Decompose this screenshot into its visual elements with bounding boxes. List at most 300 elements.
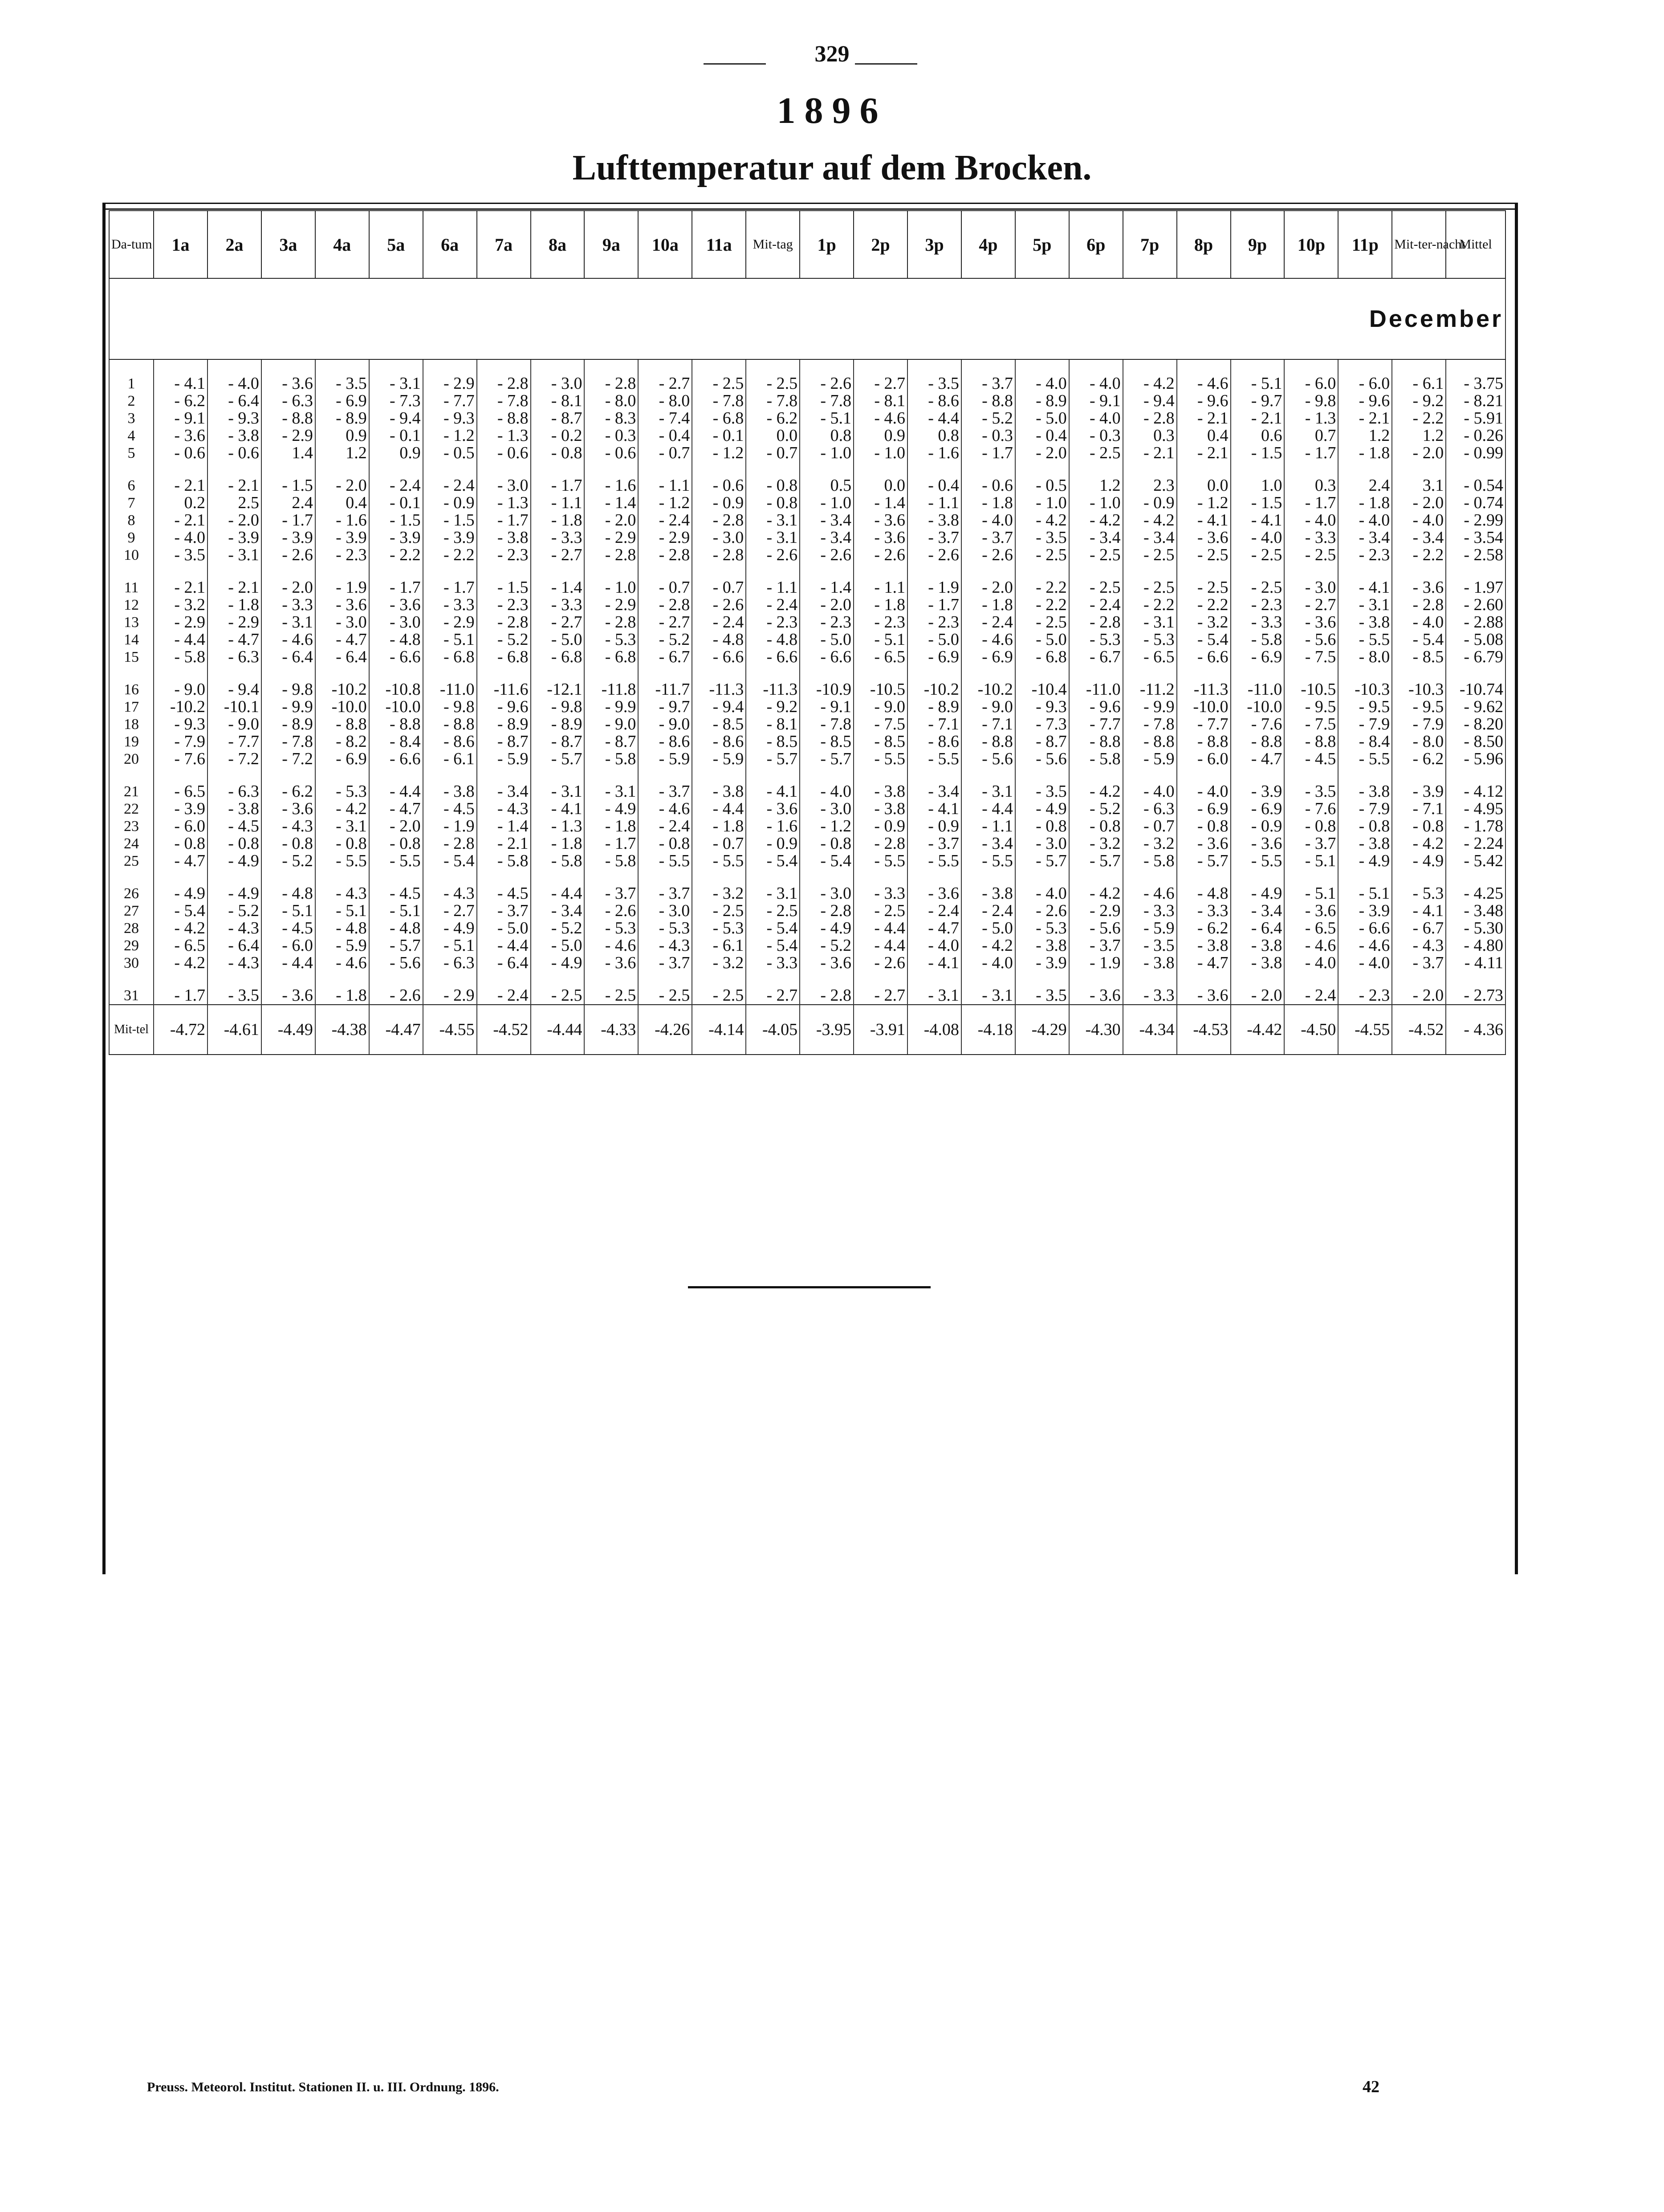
table-row <box>109 359 1505 392</box>
value-cell: - 2.9 <box>154 614 207 631</box>
value-cell: - 3.8 <box>423 768 477 800</box>
value-cell: - 1.7 <box>1284 494 1338 512</box>
value-cell: - 3.7 <box>907 835 961 852</box>
value-cell: - 3.6 <box>261 359 315 392</box>
value-cell: - 1.7 <box>907 596 961 614</box>
day-cell: 2 <box>109 392 154 410</box>
value-cell: - 2.8 <box>477 614 531 631</box>
value-cell: - 4.5 <box>369 870 423 902</box>
value-cell: - 5.1 <box>854 631 907 648</box>
value-cell: - 4.8 <box>1177 870 1231 902</box>
value-cell: - 7.8 <box>800 392 854 410</box>
value-cell: - 3.2 <box>692 870 746 902</box>
value-cell: - 1.4 <box>477 818 531 835</box>
value-cell: - 2.4 <box>746 596 800 614</box>
value-cell: - 3.0 <box>1284 564 1338 596</box>
value-cell: - 3.6 <box>1231 835 1285 852</box>
value-cell: - 2.0 <box>315 462 369 494</box>
value-cell: -10.4 <box>1015 666 1069 698</box>
value-cell: - 1.1 <box>961 818 1015 835</box>
value-cell: - 3.8 <box>1177 937 1231 954</box>
value-cell: - 3.1 <box>207 546 261 564</box>
value-cell: - 5.3 <box>692 920 746 937</box>
value-cell: - 6.3 <box>207 648 261 666</box>
value-cell: - 9.5 <box>1284 698 1338 716</box>
value-cell: 0.8 <box>907 427 961 444</box>
value-cell: - 7.1 <box>1392 800 1446 818</box>
mean-cell: -4.61 <box>207 1005 261 1055</box>
value-cell: - 3.2 <box>154 596 207 614</box>
value-cell: - 8.5 <box>692 716 746 733</box>
value-cell: - 2.8 <box>1392 596 1446 614</box>
value-cell: -11.3 <box>692 666 746 698</box>
value-cell: - 2.5 <box>692 972 746 1005</box>
value-cell: - 4.5 <box>423 800 477 818</box>
table-row <box>109 716 1505 733</box>
value-cell: - 1.0 <box>584 564 638 596</box>
value-cell: - 2.5 <box>584 972 638 1005</box>
value-cell: - 9.6 <box>1177 392 1231 410</box>
value-cell: - 2.0 <box>369 818 423 835</box>
value-cell: - 4.6 <box>854 410 907 427</box>
value-cell: - 6.8 <box>531 648 585 666</box>
value-cell: - 3.9 <box>1392 768 1446 800</box>
value-cell: - 7.6 <box>1284 800 1338 818</box>
value-cell: - 1.0 <box>854 444 907 462</box>
value-cell: - 0.9 <box>854 818 907 835</box>
mean-cell: -4.53 <box>1177 1005 1231 1055</box>
value-cell: - 4.6 <box>261 631 315 648</box>
value-cell: - 4.8 <box>261 870 315 902</box>
value-cell: - 2.8 <box>1123 410 1177 427</box>
value-cell: - 0.8 <box>1069 818 1123 835</box>
value-cell: - 6.6 <box>1338 920 1392 937</box>
value-cell: - 5.3 <box>1069 631 1123 648</box>
value-cell: - 4.0 <box>1284 954 1338 972</box>
value-cell: -10.9 <box>800 666 854 698</box>
value-cell: - 5.3 <box>638 920 692 937</box>
value-cell: - 4.9 <box>207 852 261 870</box>
value-cell: - 3.4 <box>961 835 1015 852</box>
value-cell: - 1.5 <box>369 512 423 529</box>
value-cell: - 1.78 <box>1446 818 1505 835</box>
value-cell: - 1.5 <box>1231 494 1285 512</box>
value-cell: - 2.8 <box>584 546 638 564</box>
value-cell: - 5.8 <box>477 852 531 870</box>
value-cell: - 2.4 <box>638 818 692 835</box>
table-frame-top-rule <box>102 203 1515 210</box>
value-cell: - 4.6 <box>1123 870 1177 902</box>
value-cell: - 5.3 <box>315 768 369 800</box>
table-row <box>109 750 1505 768</box>
value-cell: - 4.0 <box>1231 529 1285 546</box>
value-cell: - 9.0 <box>207 716 261 733</box>
value-cell: - 2.4 <box>477 972 531 1005</box>
value-cell: - 1.4 <box>854 494 907 512</box>
table-row <box>109 596 1505 614</box>
value-cell: - 5.9 <box>692 750 746 768</box>
value-cell: - 8.8 <box>1231 733 1285 750</box>
value-cell: - 2.8 <box>800 972 854 1005</box>
value-cell: - 4.1 <box>907 954 961 972</box>
value-cell: - 8.7 <box>1015 733 1069 750</box>
value-cell: - 0.3 <box>961 427 1015 444</box>
value-cell: - 0.6 <box>692 462 746 494</box>
value-cell: - 8.8 <box>1069 733 1123 750</box>
value-cell: - 6.1 <box>692 937 746 954</box>
value-cell: - 5.6 <box>369 954 423 972</box>
value-cell: - 3.6 <box>584 954 638 972</box>
value-cell: - 2.1 <box>1338 410 1392 427</box>
value-cell: - 0.8 <box>261 835 315 852</box>
value-cell: - 8.8 <box>961 392 1015 410</box>
value-cell: - 9.0 <box>961 698 1015 716</box>
value-cell: - 3.54 <box>1446 529 1505 546</box>
mean-row <box>109 1005 1505 1055</box>
value-cell: - 3.8 <box>854 768 907 800</box>
value-cell: - 4.8 <box>369 631 423 648</box>
value-cell: - 3.6 <box>1177 529 1231 546</box>
value-cell: - 6.5 <box>1284 920 1338 937</box>
value-cell: - 7.2 <box>261 750 315 768</box>
value-cell: - 5.5 <box>1231 852 1285 870</box>
value-cell: - 1.8 <box>315 972 369 1005</box>
value-cell: - 2.9 <box>638 529 692 546</box>
value-cell: - 2.7 <box>854 359 907 392</box>
value-cell: - 4.7 <box>907 920 961 937</box>
value-cell: - 5.0 <box>1015 410 1069 427</box>
value-cell: - 1.7 <box>531 462 585 494</box>
temperature-table <box>109 210 1506 1055</box>
value-cell: - 3.4 <box>531 902 585 920</box>
value-cell: - 3.8 <box>854 800 907 818</box>
value-cell: - 2.4 <box>907 902 961 920</box>
value-cell: - 3.6 <box>154 427 207 444</box>
day-cell: 30 <box>109 954 154 972</box>
value-cell: - 4.4 <box>261 954 315 972</box>
value-cell: - 4.0 <box>1338 512 1392 529</box>
value-cell: -10.2 <box>907 666 961 698</box>
value-cell: - 1.2 <box>800 818 854 835</box>
value-cell: - 2.0 <box>1392 972 1446 1005</box>
value-cell: - 6.8 <box>692 410 746 427</box>
value-cell: - 6.8 <box>1015 648 1069 666</box>
value-cell: - 2.5 <box>692 359 746 392</box>
value-cell: - 1.8 <box>1338 494 1392 512</box>
table-body <box>109 278 1505 1055</box>
value-cell: - 7.1 <box>907 716 961 733</box>
value-cell: - 7.5 <box>1284 648 1338 666</box>
value-cell: - 5.5 <box>854 852 907 870</box>
value-cell: - 4.9 <box>1392 852 1446 870</box>
value-cell: - 2.6 <box>800 546 854 564</box>
value-cell: - 3.3 <box>1123 902 1177 920</box>
value-cell: - 4.3 <box>477 800 531 818</box>
value-cell: - 8.8 <box>477 410 531 427</box>
value-cell: - 1.8 <box>584 818 638 835</box>
value-cell: - 2.0 <box>261 564 315 596</box>
table-row <box>109 512 1505 529</box>
value-cell: - 5.3 <box>584 920 638 937</box>
value-cell: - 4.1 <box>1231 512 1285 529</box>
value-cell: - 8.9 <box>477 716 531 733</box>
value-cell: - 2.5 <box>692 902 746 920</box>
value-cell: - 8.0 <box>1392 733 1446 750</box>
value-cell: 0.9 <box>315 427 369 444</box>
value-cell: - 1.7 <box>584 835 638 852</box>
value-cell: - 3.5 <box>1015 529 1069 546</box>
value-cell: - 6.7 <box>1392 920 1446 937</box>
value-cell: - 6.9 <box>315 392 369 410</box>
page-title: Lufttemperatur auf dem Brocken. <box>572 148 1092 187</box>
value-cell: - 0.7 <box>692 564 746 596</box>
value-cell: - 1.8 <box>961 596 1015 614</box>
value-cell: - 6.79 <box>1446 648 1505 666</box>
value-cell: - 5.8 <box>154 648 207 666</box>
value-cell: - 2.7 <box>423 902 477 920</box>
value-cell: - 5.1 <box>315 902 369 920</box>
day-cell: 10 <box>109 546 154 564</box>
value-cell: - 2.8 <box>423 835 477 852</box>
value-cell: - 3.1 <box>1338 596 1392 614</box>
day-cell: 9 <box>109 529 154 546</box>
value-cell: - 6.5 <box>1123 648 1177 666</box>
value-cell: - 1.8 <box>854 596 907 614</box>
value-cell: - 3.6 <box>315 596 369 614</box>
value-cell: - 8.8 <box>961 733 1015 750</box>
value-cell: - 8.7 <box>531 733 585 750</box>
value-cell: - 4.9 <box>1231 870 1285 902</box>
value-cell: - 5.5 <box>315 852 369 870</box>
value-cell: - 5.4 <box>746 920 800 937</box>
value-cell: - 2.5 <box>854 902 907 920</box>
value-cell: - 2.2 <box>1392 410 1446 427</box>
day-cell: 15 <box>109 648 154 666</box>
value-cell: - 7.8 <box>692 392 746 410</box>
value-cell: 0.9 <box>369 444 423 462</box>
value-cell: - 2.8 <box>477 359 531 392</box>
value-cell: - 4.12 <box>1446 768 1505 800</box>
value-cell: - 0.9 <box>907 818 961 835</box>
column-header: Mittel <box>1446 211 1505 278</box>
value-cell: - 2.0 <box>961 564 1015 596</box>
value-cell: - 1.5 <box>261 462 315 494</box>
value-cell: - 5.5 <box>1338 750 1392 768</box>
value-cell: - 1.6 <box>315 512 369 529</box>
column-header: 9p <box>1231 211 1285 278</box>
value-cell: - 3.9 <box>1338 902 1392 920</box>
value-cell: - 1.7 <box>423 564 477 596</box>
day-cell: 12 <box>109 596 154 614</box>
mean-cell: -4.42 <box>1231 1005 1285 1055</box>
value-cell: - 1.7 <box>154 972 207 1005</box>
value-cell: -10.8 <box>369 666 423 698</box>
value-cell: - 6.9 <box>1231 648 1285 666</box>
page-number-rule-right <box>855 63 917 65</box>
value-cell: - 6.4 <box>477 954 531 972</box>
value-cell: - 5.1 <box>261 902 315 920</box>
value-cell: - 4.3 <box>261 818 315 835</box>
value-cell: - 9.0 <box>154 666 207 698</box>
value-cell: 0.0 <box>854 462 907 494</box>
value-cell: - 6.2 <box>154 392 207 410</box>
value-cell: - 3.8 <box>1338 768 1392 800</box>
table-row <box>109 462 1505 494</box>
value-cell: - 5.2 <box>1069 800 1123 818</box>
table-row <box>109 902 1505 920</box>
value-cell: - 5.7 <box>369 937 423 954</box>
value-cell: - 6.6 <box>746 648 800 666</box>
value-cell: - 4.3 <box>638 937 692 954</box>
value-cell: - 4.5 <box>207 818 261 835</box>
value-cell: - 5.3 <box>584 631 638 648</box>
value-cell: - 4.2 <box>1123 359 1177 392</box>
day-cell: 16 <box>109 666 154 698</box>
value-cell: - 4.0 <box>1392 512 1446 529</box>
value-cell: - 4.4 <box>907 410 961 427</box>
value-cell: - 4.4 <box>854 937 907 954</box>
value-cell: - 3.7 <box>961 359 1015 392</box>
value-cell: - 6.2 <box>1392 750 1446 768</box>
value-cell: - 0.99 <box>1446 444 1505 462</box>
value-cell: - 3.5 <box>1015 972 1069 1005</box>
value-cell: - 9.4 <box>207 666 261 698</box>
table-row <box>109 852 1505 870</box>
value-cell: - 5.8 <box>1231 631 1285 648</box>
column-header: 3p <box>907 211 961 278</box>
value-cell: - 2.3 <box>1338 972 1392 1005</box>
mean-cell: -4.14 <box>692 1005 746 1055</box>
value-cell: - 4.2 <box>1069 768 1123 800</box>
value-cell: - 4.6 <box>1284 937 1338 954</box>
value-cell: - 3.6 <box>369 596 423 614</box>
value-cell: - 4.0 <box>1015 870 1069 902</box>
value-cell: - 9.8 <box>261 666 315 698</box>
value-cell: 1.2 <box>315 444 369 462</box>
value-cell: - 4.3 <box>207 954 261 972</box>
mean-cell: -4.52 <box>1392 1005 1446 1055</box>
value-cell: - 8.4 <box>369 733 423 750</box>
table-row <box>109 666 1505 698</box>
value-cell: - 8.6 <box>907 733 961 750</box>
value-cell: - 8.7 <box>477 733 531 750</box>
value-cell: - 4.6 <box>1177 359 1231 392</box>
value-cell: - 5.96 <box>1446 750 1505 768</box>
value-cell: - 5.8 <box>1123 852 1177 870</box>
value-cell: - 3.0 <box>531 359 585 392</box>
value-cell: - 7.7 <box>207 733 261 750</box>
value-cell: - 5.4 <box>746 937 800 954</box>
table-row <box>109 614 1505 631</box>
value-cell: - 6.3 <box>1123 800 1177 818</box>
value-cell: - 2.1 <box>207 462 261 494</box>
value-cell: - 8.20 <box>1446 716 1505 733</box>
value-cell: - 3.0 <box>1015 835 1069 852</box>
value-cell: - 2.6 <box>961 546 1015 564</box>
value-cell: - 1.8 <box>961 494 1015 512</box>
mean-cell: -4.05 <box>746 1005 800 1055</box>
value-cell: - 3.6 <box>1177 972 1231 1005</box>
value-cell: - 0.1 <box>692 427 746 444</box>
value-cell: - 2.6 <box>854 546 907 564</box>
value-cell: - 4.7 <box>207 631 261 648</box>
day-cell: 27 <box>109 902 154 920</box>
value-cell: - 2.6 <box>746 546 800 564</box>
table-row <box>109 835 1505 852</box>
value-cell: - 0.8 <box>1284 818 1338 835</box>
value-cell: - 0.8 <box>1177 818 1231 835</box>
value-cell: - 5.0 <box>477 920 531 937</box>
value-cell: - 9.8 <box>531 698 585 716</box>
mean-cell: -4.30 <box>1069 1005 1123 1055</box>
value-cell: - 9.2 <box>1392 392 1446 410</box>
value-cell: - 8.1 <box>854 392 907 410</box>
value-cell: - 5.4 <box>800 852 854 870</box>
value-cell: - 7.3 <box>1015 716 1069 733</box>
value-cell: - 8.9 <box>261 716 315 733</box>
value-cell: - 3.6 <box>1284 902 1338 920</box>
value-cell: - 6.4 <box>207 937 261 954</box>
value-cell: - 8.0 <box>638 392 692 410</box>
value-cell: - 0.8 <box>746 462 800 494</box>
day-cell: 1 <box>109 359 154 392</box>
value-cell: - 4.0 <box>800 768 854 800</box>
value-cell: - 2.1 <box>1177 410 1231 427</box>
value-cell: - 0.3 <box>1069 427 1123 444</box>
value-cell: - 4.5 <box>1284 750 1338 768</box>
value-cell: - 9.1 <box>154 410 207 427</box>
value-cell: - 2.2 <box>369 546 423 564</box>
value-cell: - 2.1 <box>154 462 207 494</box>
value-cell: - 4.2 <box>154 920 207 937</box>
value-cell: - 5.9 <box>315 937 369 954</box>
value-cell: - 3.7 <box>1069 937 1123 954</box>
value-cell: - 3.3 <box>261 596 315 614</box>
value-cell: - 3.5 <box>315 359 369 392</box>
value-cell: - 2.1 <box>207 564 261 596</box>
value-cell: - 9.1 <box>800 698 854 716</box>
value-cell: - 2.9 <box>423 614 477 631</box>
value-cell: - 5.5 <box>638 852 692 870</box>
value-cell: - 0.6 <box>477 444 531 462</box>
value-cell: - 4.9 <box>584 800 638 818</box>
value-cell: - 5.3 <box>1392 870 1446 902</box>
value-cell: - 4.4 <box>477 937 531 954</box>
value-cell: - 4.9 <box>207 870 261 902</box>
day-cell: 26 <box>109 870 154 902</box>
column-header: 10p <box>1284 211 1338 278</box>
value-cell: - 2.6 <box>261 546 315 564</box>
value-cell: - 3.7 <box>638 954 692 972</box>
value-cell: - 2.5 <box>1177 564 1231 596</box>
value-cell: -10.0 <box>1231 698 1285 716</box>
value-cell: - 3.6 <box>746 800 800 818</box>
value-cell: - 3.6 <box>1392 564 1446 596</box>
value-cell: - 2.1 <box>1177 444 1231 462</box>
value-cell: - 0.74 <box>1446 494 1505 512</box>
value-cell: - 5.08 <box>1446 631 1505 648</box>
table-row <box>109 698 1505 716</box>
value-cell: - 4.0 <box>207 359 261 392</box>
value-cell: - 3.8 <box>1123 954 1177 972</box>
value-cell: - 9.4 <box>692 698 746 716</box>
value-cell: 0.3 <box>1123 427 1177 444</box>
value-cell: - 2.88 <box>1446 614 1505 631</box>
value-cell: - 0.7 <box>746 444 800 462</box>
value-cell: - 0.9 <box>423 494 477 512</box>
value-cell: - 2.7 <box>746 972 800 1005</box>
value-cell: - 0.8 <box>154 835 207 852</box>
